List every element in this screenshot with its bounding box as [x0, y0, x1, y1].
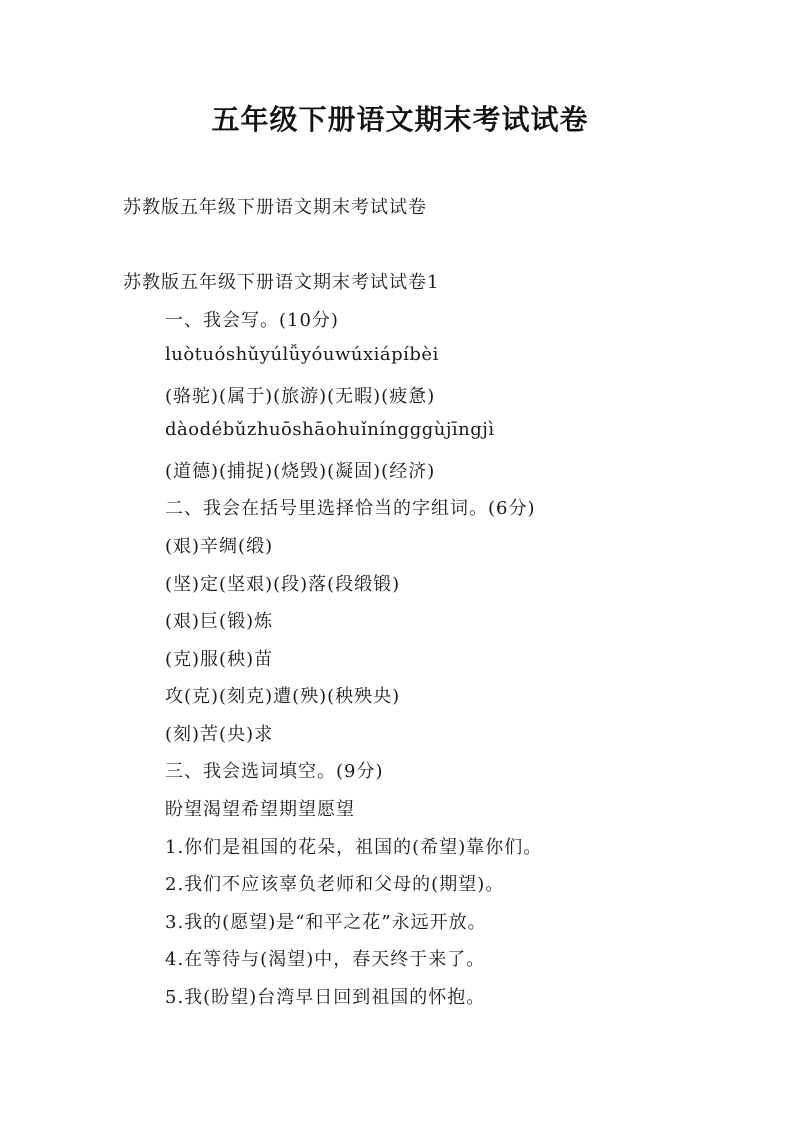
fill-sentence-1: 1.你们是祖国的花朵，祖国的(希望)靠你们。 — [165, 837, 543, 858]
word-line-2: (道德)(捕捉)(烧毁)(凝固)(经济) — [165, 461, 436, 482]
document-subtitle: 苏教版五年级下册语文期末考试试卷 — [123, 197, 427, 218]
char-choice-line-6: (刻)苦(央)求 — [165, 724, 274, 745]
fill-sentence-5: 5.我(盼望)台湾早日回到祖国的怀抱。 — [165, 987, 486, 1008]
section-heading-2: 二、我会在括号里选择恰当的字组词。(6分) — [165, 498, 536, 519]
page-title: 五年级下册语文期末考试试卷 — [211, 103, 589, 136]
pinyin-line-2: dàodébǔzhuōshāohuǐníngggùjīngjì — [165, 419, 495, 440]
fill-sentence-3: 3.我的(愿望)是“和平之花”永远开放。 — [165, 912, 487, 933]
fill-sentence-4: 4.在等待与(渴望)中，春天终于来了。 — [165, 949, 486, 970]
word-line-1: (骆驼)(属于)(旅游)(无暇)(疲惫) — [165, 386, 436, 407]
pinyin-line-1: luòtuóshǔyúlǚyóuwúxiápíbèi — [165, 344, 439, 365]
word-bank: 盼望渴望希望期望愿望 — [165, 799, 355, 820]
exam-heading: 苏教版五年级下册语文期末考试试卷1 — [123, 272, 440, 293]
char-choice-line-5: 攻(克)(刻克)遭(殃)(秧殃央) — [165, 686, 401, 707]
char-choice-line-4: (克)服(秧)苗 — [165, 649, 274, 670]
fill-sentence-2: 2.我们不应该辜负老师和父母的(期望)。 — [165, 874, 505, 895]
section-heading-1: 一、我会写。(10分) — [165, 310, 339, 331]
section-heading-3: 三、我会选词填空。(9分) — [165, 761, 384, 782]
char-choice-line-1: (艰)辛绸(缎) — [165, 536, 274, 557]
char-choice-line-3: (艰)巨(锻)炼 — [165, 611, 274, 632]
char-choice-line-2: (坚)定(坚艰)(段)落(段缎锻) — [165, 574, 401, 595]
